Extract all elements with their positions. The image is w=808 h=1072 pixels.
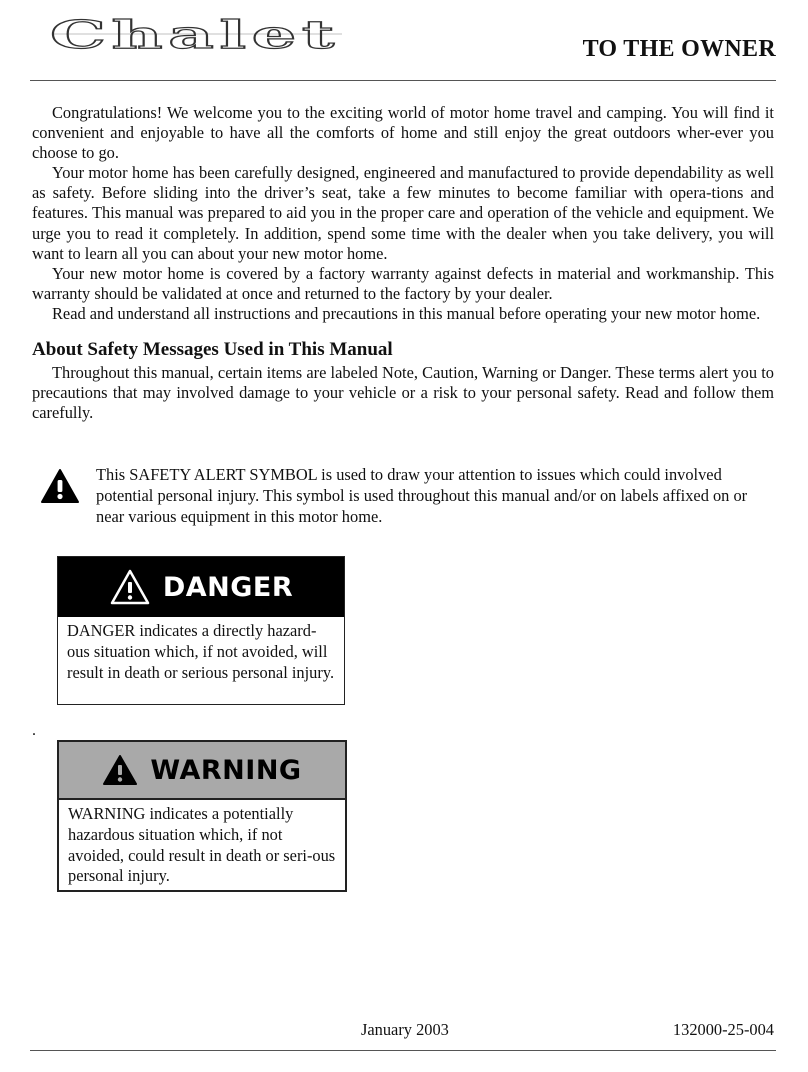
section-heading: About Safety Messages Used in This Manual: [32, 339, 393, 361]
danger-banner: [58, 557, 344, 617]
intro-paragraph: Your motor home has been carefully designed, engineered and manufactured to provide dependability as well as safety. Before sliding into the driver’s seat, take a few minutes to become familiar with opera-tions and features. This manual was prepared to aid you in the proper care and operation of the vehicle and equipment. We urge you to read it completely. In addition, spend some time with the dealer when you take delivery, you will want to learn all you can about your new motor home.: [32, 163, 774, 263]
danger-box: [57, 556, 345, 705]
intro-paragraph: Your new motor home is covered by a factory warranty against defects in material and workmanship. This warranty should be validated at once and returned to the factory by your dealer.: [32, 263, 774, 303]
warning-description: WARNING indicates a potentially hazardous situation which, if not avoided, could result in death or seri-ous personal injury.: [68, 804, 336, 886]
warning-banner: [59, 742, 345, 800]
warning-triangle-icon: [102, 754, 138, 786]
chalet-logo: [48, 16, 348, 56]
footer-date: January 2003: [361, 1020, 449, 1039]
header-rule: [30, 80, 776, 81]
intro-paragraph: Read and understand all instructions and precautions in this manual before operating your new motor home.: [52, 303, 761, 323]
document-code: 132000-25-004: [672, 1020, 774, 1039]
warning-box: [57, 740, 347, 892]
safety-paragraph: Throughout this manual, certain items are labeled Note, Caution, Warning or Danger. These terms alert you to precautions that may involved damage to your vehicle or a risk to your personal safety. Read and follow them carefully.: [32, 363, 774, 423]
page-title: TO THE OWNER: [582, 36, 776, 62]
warning-triangle-icon: [40, 468, 80, 504]
danger-description: DANGER indicates a directly hazard-ous situation which, if not avoided, will result in death or serious personal injury.: [67, 621, 335, 682]
stray-mark: .: [32, 722, 36, 739]
svg-text:Chalet: Chalet: [50, 16, 340, 56]
safety-alert-description: This SAFETY ALERT SYMBOL is used to draw your attention to issues which could involved potential personal injury. This symbol is used throughout this manual and/or on labels affixed on or near various equipment in this motor home.: [96, 465, 748, 526]
body-text: [32, 103, 774, 423]
danger-label: DANGER: [162, 571, 294, 603]
footer-rule: [30, 1050, 776, 1051]
warning-triangle-icon: [109, 568, 151, 606]
intro-paragraph: Congratulations! We welcome you to the exciting world of motor home travel and camping. You will find it convenient and enjoyable to have all the comforts of home and still enjoy the great outdoors wher-ever you choose to go.: [32, 103, 774, 163]
warning-label: WARNING: [150, 754, 302, 786]
